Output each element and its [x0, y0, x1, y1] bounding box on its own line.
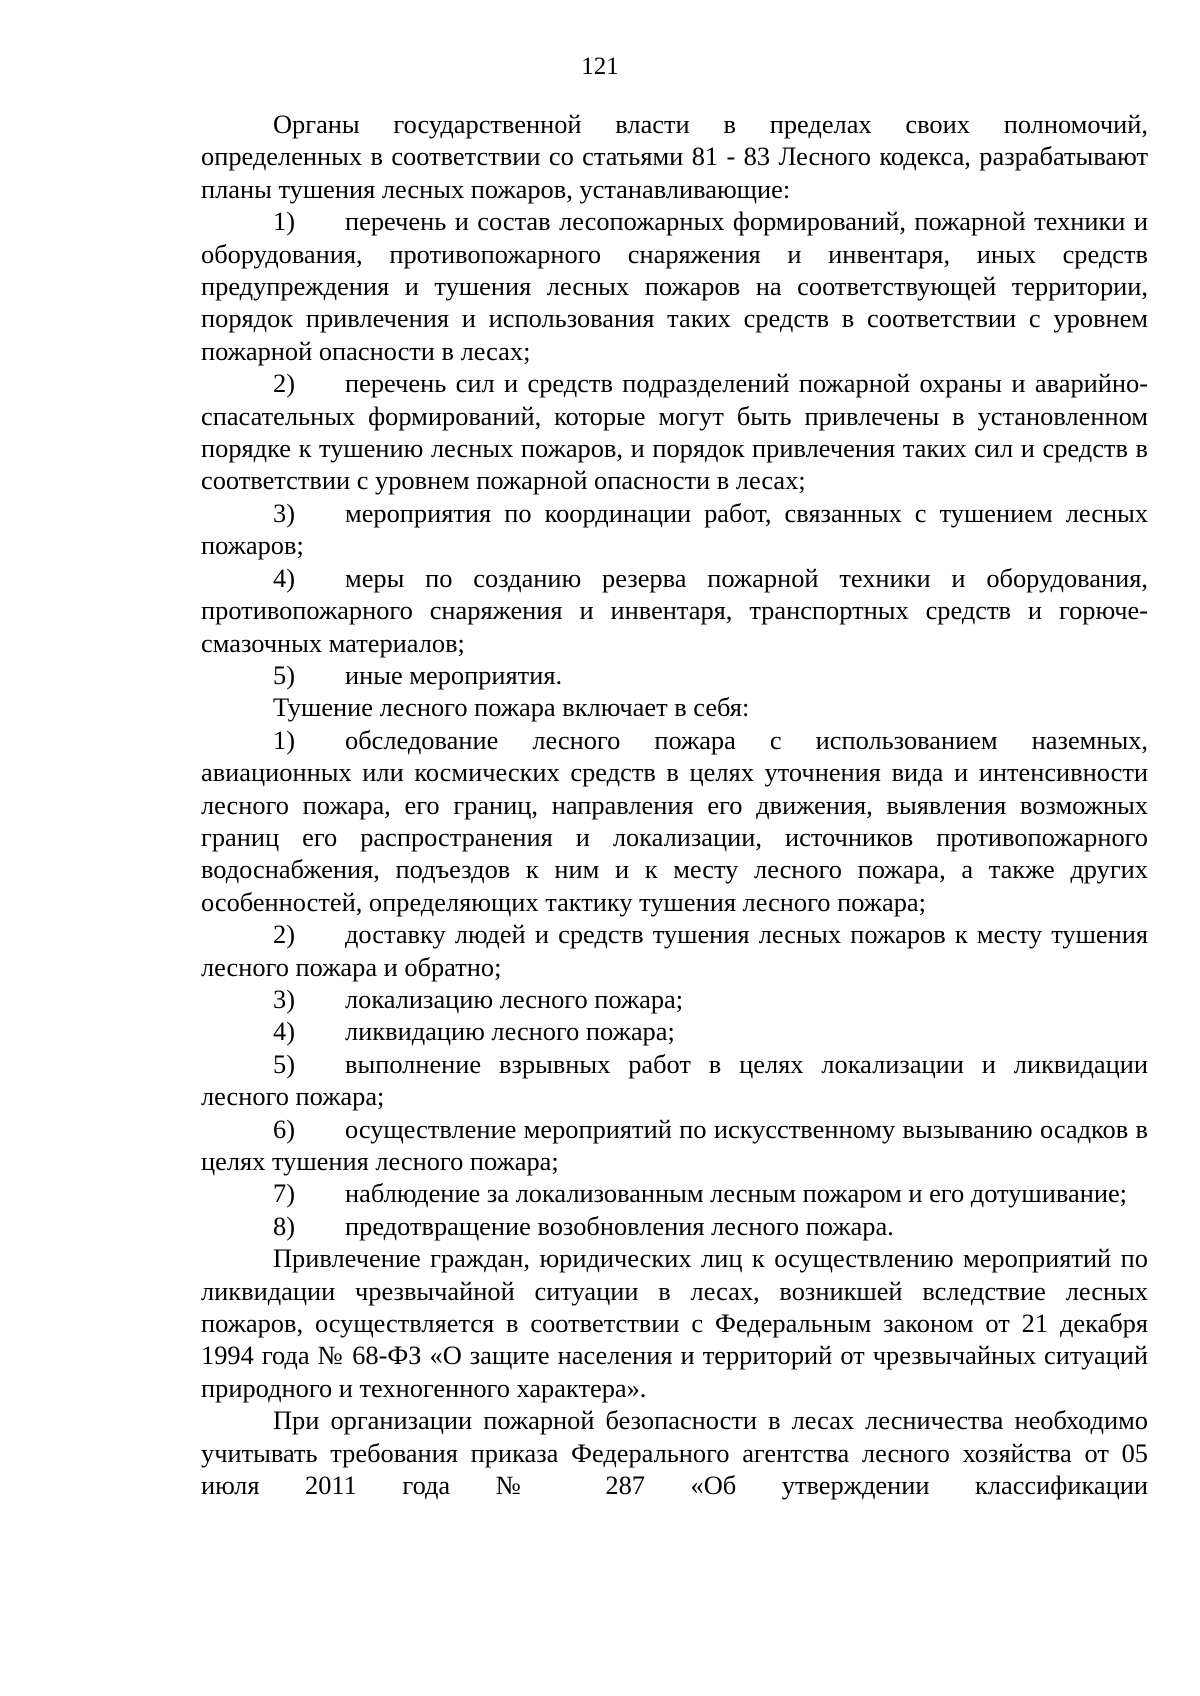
list-item-number: 8): [273, 1210, 295, 1241]
list-item-number: 5): [273, 659, 295, 690]
list-item-number: 4): [273, 1016, 295, 1047]
list-item: [201, 1177, 1148, 1209]
list-item: [201, 1048, 1148, 1113]
list-item-number: 3): [273, 497, 295, 528]
paragraph: Привлечение граждан, юридических лиц к осуществлению мероприятий по ликвидации чрезвычайной ситуации в лесах, возникшей вследствие лесных пожаров, осуществляется в соответствии с Федеральным законом от 21 декабря 1994 года № 68-ФЗ «О защите населения и территорий от чрезвычайных ситуаций природного и техногенного характера».: [201, 1243, 1148, 1403]
list-item: [201, 659, 1148, 691]
list-item: [201, 205, 1148, 367]
list-item: [201, 1113, 1148, 1178]
list-item-number: 4): [273, 562, 295, 593]
paragraph: Органы государственной власти в пределах своих полномочий, определенных в соответствии со статьями 81 - 83 Лесного кодекса, разрабатывают планы тушения лесных пожаров, устанавливающие:: [201, 109, 1148, 204]
list-item: [201, 562, 1148, 659]
list-item: [201, 983, 1148, 1015]
list-item-text: ликвидацию лесного пожара;: [345, 1016, 675, 1047]
list-item: [201, 1210, 1148, 1242]
document-body: [201, 108, 1148, 1501]
paragraph: Тушение лесного пожара включает в себя:: [273, 692, 750, 723]
list-item: [201, 497, 1148, 562]
list-item-text: перечень и состав лесопожарных формирований, пожарной техники и оборудования, противопожарного снаряжения и инвентаря, иных средств предупреждения и тушения лесных пожаров на соответствующей территории, порядок привлечения и использования таких средств в соответствии с уровнем пожарной опасности в лесах;: [201, 206, 1148, 366]
list-item-text: локализацию лесного пожара;: [345, 983, 684, 1014]
list-item-text: наблюдение за локализованным лесным пожаром и его дотушивание;: [345, 1178, 1127, 1209]
list-item: [201, 918, 1148, 983]
list-item-text: перечень сил и средств подразделений пожарной охраны и аварийно-спасательных формирований, которые могут быть привлечены в установленном порядке к тушению лесных пожаров, и порядок привлечения таких сил и средств в соответствии с уровнем пожарной опасности в лесах;: [201, 368, 1148, 496]
list-item-number: 2): [273, 368, 295, 399]
list-item-number: 6): [273, 1113, 295, 1144]
list-item-number: 1): [273, 724, 295, 755]
list-item-number: 5): [273, 1048, 295, 1079]
paragraph-continued: При организации пожарной безопасности в лесах лесничества необходимо учитывать требования приказа Федерального агентства лесного хозяйства от 05 июля 2011 года № 287 «Об утверждении классификации: [201, 1405, 1148, 1501]
list-item-text: обследование лесного пожара с использованием наземных, авиационных или космических средств в целях уточнения вида и интенсивности лесного пожара, его границ, направления его движения, выявления возможных границ его распространения и локализации, источников противопожарного водоснабжения, подъездов к ним и к месту лесного пожара, а также других особенностей, определяющих тактику тушения лесного пожара;: [201, 724, 1148, 917]
list-item-number: 3): [273, 983, 295, 1014]
list-item: [201, 724, 1148, 918]
list-item-text: меры по созданию резерва пожарной техники и оборудования, противопожарного снаряжения и инвентаря, транспортных средств и горюче-смазочных материалов;: [201, 562, 1148, 658]
list-item: [201, 1015, 1148, 1047]
list-item-text: осуществление мероприятий по искусственному вызыванию осадков в целях тушения лесного пожара;: [201, 1113, 1148, 1176]
list-item-number: 1): [273, 206, 295, 237]
page-number: 121: [581, 53, 619, 80]
list-item-number: 7): [273, 1178, 295, 1209]
list-item: [201, 367, 1148, 497]
list-item-text: доставку людей и средств тушения лесных пожаров к месту тушения лесного пожара и обратно;: [201, 919, 1148, 982]
list-item-text: предотвращение возобновления лесного пожара.: [345, 1210, 894, 1241]
list-item-text: мероприятия по координации работ, связанных с тушением лесных пожаров;: [201, 497, 1148, 561]
list-item-text: выполнение взрывных работ в целях локализации и ликвидации лесного пожара;: [201, 1048, 1148, 1112]
list-item-text: иные мероприятия.: [345, 659, 563, 690]
list-item-number: 2): [273, 919, 295, 950]
